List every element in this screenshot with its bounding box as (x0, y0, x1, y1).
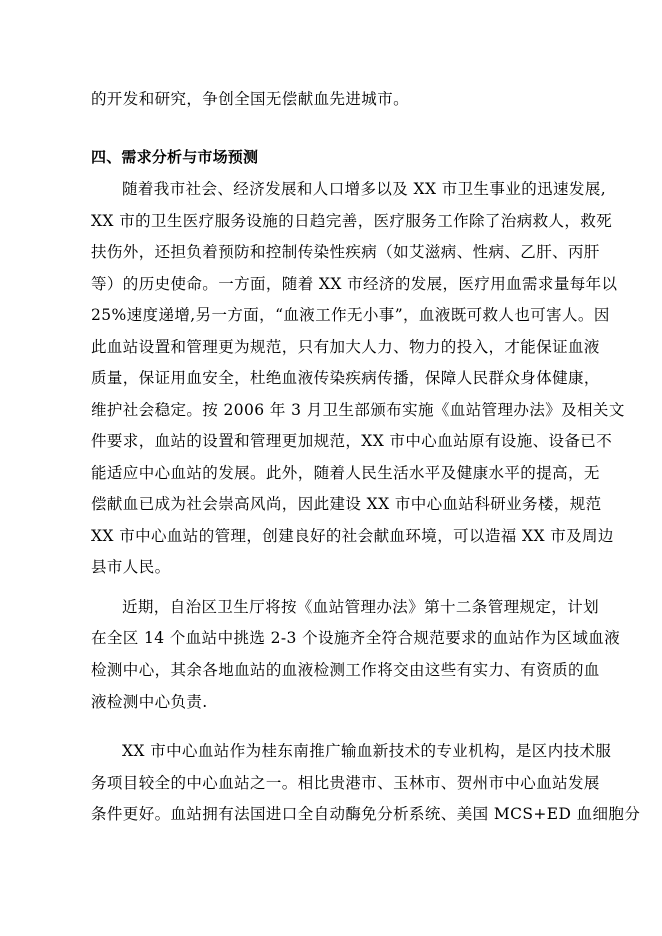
paragraph-line: 件要求，血站的设置和管理更加规范，XX 市中心血站原有设施、设备已不 (91, 432, 613, 450)
paragraph-line: 扶伤外，还担负着预防和控制传染性疾病（如艾滋病、性病、乙肝、丙肝 (91, 243, 600, 261)
section-heading: 四、需求分析与市场预测 (91, 148, 259, 166)
paragraph-line: 偿献血已成为社会崇高风尚，因此建设 XX 市中心血站科研业务楼，规范 (91, 495, 602, 513)
paragraph-line: XX 市的卫生医疗服务设施的日趋完善，医疗服务工作除了治病救人，救死 (91, 212, 613, 230)
paragraph-line: 液检测中心负责. (91, 693, 208, 711)
intro-line: 的开发和研究，争创全国无偿献血先进城市。 (91, 90, 410, 108)
paragraph-line: 等）的历史使命。一方面，随着 XX 市经济的发展，医疗用血需求量每年以 (91, 275, 618, 293)
paragraph-line: 25%速度递增,另一方面，“血液工作无小事”，血液既可救人也可害人。因 (91, 306, 610, 324)
paragraph-line: 在全区 14 个血站中挑选 2-3 个设施齐全符合规范要求的血站作为区域血液 (91, 629, 621, 647)
paragraph-line: 维护社会稳定。按 2006 年 3 月卫生部颁布实施《血站管理办法》及相关文 (91, 401, 625, 419)
paragraph-line: 随着我市社会、经济发展和人口增多以及 XX 市卫生事业的迅速发展, (122, 180, 607, 198)
paragraph-line: XX 市中心血站的管理，创建良好的社会献血环境，可以造福 XX 市及周边 (91, 527, 614, 545)
paragraph-line: 质量，保证用血安全，杜绝血液传染疾病传播，保障人民群众身体健康， (91, 369, 600, 387)
paragraph-line: 县市人民。 (91, 558, 171, 576)
paragraph-line: 近期，自治区卫生厅将按《血站管理办法》第十二条管理规定，计划 (122, 598, 600, 616)
paragraph-line: 条件更好。血站拥有法国进口全自动酶免分析系统、美国 MCS+ED 血细胞分 (91, 805, 641, 823)
paragraph-line: XX 市中心血站作为桂东南推广输血新技术的专业机构，是区内技术服 (122, 742, 612, 760)
paragraph-line: 此血站设置和管理更为规范，只有加大人力、物力的投入，才能保证血液 (91, 338, 600, 356)
paragraph-line: 务项目较全的中心血站之一。相比贵港市、玉林市、贺州市中心血站发展 (91, 774, 600, 792)
paragraph-line: 检测中心，其余各地血站的血液检测工作将交由这些有实力、有资质的血 (91, 661, 600, 679)
paragraph-line: 能适应中心血站的发展。此外，随着人民生活水平及健康水平的提高，无 (91, 464, 600, 482)
